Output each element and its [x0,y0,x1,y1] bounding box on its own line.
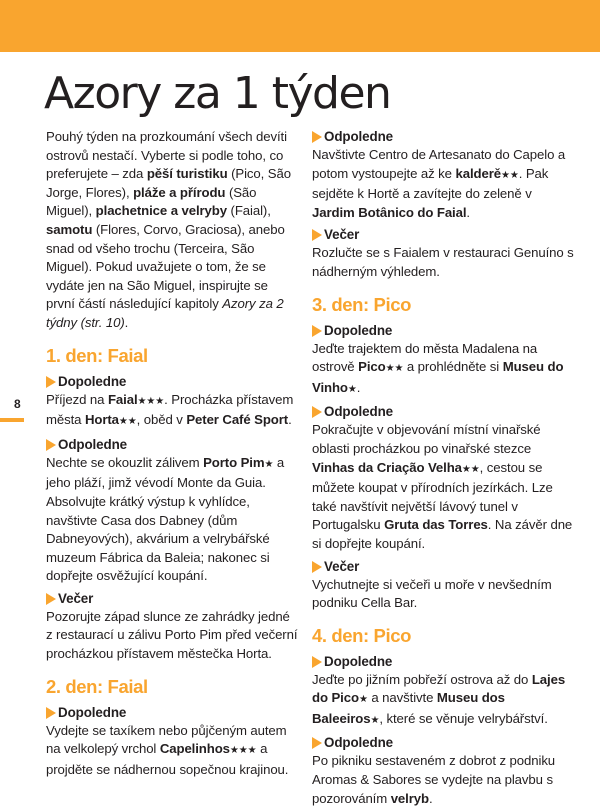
page-title: Azory za 1 týden [44,68,391,119]
intro-paragraph: Pouhý týden na prozkoumání všech devíti ostrovů nestačí. Vyberte si podle toho, co preferujete – zda pěší turistiku (Pico, São Jorge, Flores), pláže a přírodu (São Miguel), plachetnice a velryby (Faial), samotu (Flores, Corvo, Graciosa), anebo snad od všeho trochu (Terceira, São Miguel). Pokud uvažujete o tom, že se vydáte jen na São Miguel, inspirujte se první částí následující kapitoly Azory za 2 týdny (str. 10). [46,129,291,330]
triangle-bullet-icon [312,131,322,143]
day-1-evening-text: Pozorujte západ slunce ze zahrádky jedné z restaurací u zálivu Porto Pim před večerní procházkou přístavem městečka Horta. [46,608,298,662]
day-1-afternoon-text: Nechte se okouzlit zálivem Porto Pim★ a jeho pláží, jimž vévodí Monte da Guia. Absolvujte krátký výstup k vyhlídce, navštivte Casa dos Dabney (dům Dabneyových), akvárium a velrybářské muzeum Fábrica da Baleia; nakonec si dopřejte osvěžující koupání. [46,454,285,584]
triangle-bullet-icon [312,406,322,418]
day-4-afternoon-heading: Odpoledne [312,734,574,752]
triangle-bullet-icon [46,439,56,451]
day-1-heading: 1. den: Faial [46,344,148,366]
day-1-morning-text: Příjezd na Faial★★★. Procházka přístavem města Horta★★, oběd v Peter Café Sport. [46,391,294,428]
day-3-heading: 3. den: Pico [312,293,412,315]
page-number: 8 [14,397,21,411]
rating-stars-icon: ★ [370,714,380,726]
rating-stars-icon: ★ [264,458,274,470]
day-1-morning-heading: Dopoledne [46,373,298,391]
day-4-morning-heading: Dopoledne [312,653,574,671]
day-2-afternoon-heading: Odpoledne [312,128,574,146]
header-color-band [0,0,600,52]
day-2-morning-text: Vydejte se taxíkem nebo půjčeným autem na velkolepý vrchol Capelinhos★★★ a projděte se nádhernou sopečnou krajinou. [46,722,289,777]
right-column [312,128,574,808]
day-2-evening-text: Rozlučte se s Faialem v restauraci Genuíno s nádherným výhledem. [312,245,574,279]
rating-stars-icon: ★★★ [229,745,257,757]
triangle-bullet-icon [46,376,56,388]
triangle-bullet-icon [46,707,56,719]
day-3-morning-text: Jeďte trajektem do města Madalena na ostrově Pico★★ a prohlédněte si Museu do Vinho★. [312,340,564,395]
day-1-evening-heading: Večer [46,590,298,608]
rating-stars-icon: ★★ [118,416,137,428]
triangle-bullet-icon [312,561,322,573]
day-2-afternoon-text: Navštivte Centro de Artesanato do Capelo a potom vystoupejte až ke kalderě★★. Pak sejděte k Hortě a zavítejte do zeleně v Jardim Botânico do Faial. [312,147,566,220]
triangle-bullet-icon [312,656,322,668]
rating-stars-icon: ★★ [385,363,404,375]
day-2-morning-heading: Dopoledne [46,704,298,722]
day-3-afternoon-heading: Odpoledne [312,403,574,421]
left-column [46,128,298,779]
rating-stars-icon: ★★ [461,463,480,475]
rating-stars-icon: ★ [358,694,368,706]
page-marker [0,418,24,422]
triangle-bullet-icon [312,325,322,337]
day-1-afternoon-heading: Odpoledne [46,436,298,454]
day-3-morning-heading: Dopoledne [312,322,574,340]
day-3-evening-heading: Večer [312,558,574,576]
triangle-bullet-icon [46,593,56,605]
day-4-afternoon-text: Po pikniku sestaveném z dobrot z podniku Aromas & Sabores se vydejte na plavbu s pozorováním velryb. [312,753,556,806]
triangle-bullet-icon [312,229,322,241]
rating-stars-icon: ★★ [500,169,519,181]
rating-stars-icon: ★★★ [137,395,165,407]
triangle-bullet-icon [312,737,322,749]
rating-stars-icon: ★ [347,383,357,395]
day-4-heading: 4. den: Pico [312,624,412,646]
day-3-evening-text: Vychutnejte si večeři u moře v nevšedním podniku Cella Bar. [312,576,552,611]
day-3-afternoon-text: Pokračujte v objevování místní vinařské oblasti procházkou po vinařské stezce Vinhas da Criação Velha★★, cestou se můžete koupat v přírodních jezírkách. Lze také navštívit největší lávový tunel v Portugalsku Gruta das Torres. Na závěr dne si dopřejte koupání. [312,422,573,551]
day-2-heading: 2. den: Faial [46,675,148,697]
day-4-morning-text: Jeďte po jižním pobřeží ostrova až do Lajes do Pico★ a navštivte Museu dos Baleeiros★, které se věnuje velrybářství. [312,671,566,726]
day-2-evening-heading: Večer [312,226,574,244]
